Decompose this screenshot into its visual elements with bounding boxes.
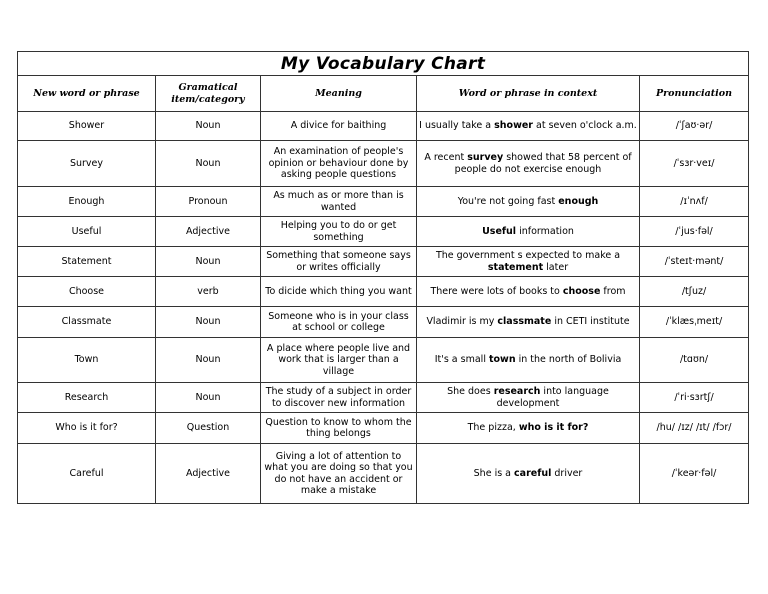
cell-meaning: Helping you to do or get something — [261, 217, 417, 247]
cell-context — [417, 247, 640, 277]
table-row — [18, 444, 749, 504]
context-text: driver — [551, 467, 583, 479]
context-keyword: survey — [467, 152, 504, 163]
context-text: I usually take a — [419, 120, 495, 132]
cell-category: Adjective — [156, 217, 261, 247]
cell-context — [417, 413, 640, 444]
cell-meaning: A place where people live and work that is larger than a village — [261, 338, 417, 383]
context-keyword: who is it for? — [518, 422, 589, 434]
chart-title: My Vocabulary Chart — [18, 52, 749, 76]
cell-meaning: Someone who is in your class at school or college — [261, 307, 417, 338]
cell-meaning: A divice for baithing — [261, 112, 417, 141]
cell-meaning: The study of a subject in order to discover new information — [261, 383, 417, 413]
header-row — [18, 76, 749, 112]
vocabulary-table — [17, 51, 749, 504]
context-text: at seven o'clock a.m. — [532, 120, 637, 132]
cell-category: Noun — [156, 383, 261, 413]
cell-pronunciation: /ˈʃaʊ·ər/ — [640, 112, 749, 141]
cell-context — [417, 187, 640, 217]
title-row — [18, 52, 749, 76]
cell-meaning: As much as or more than is wanted — [261, 187, 417, 217]
context-text: The pizza, — [467, 422, 519, 434]
cell-word: Statement — [18, 247, 156, 277]
table-row — [18, 141, 749, 187]
cell-word: Who is it for? — [18, 413, 156, 444]
cell-context — [417, 112, 640, 141]
cell-context — [417, 141, 640, 187]
context-text: later — [543, 261, 569, 273]
cell-category: Question — [156, 413, 261, 444]
context-keyword: careful — [514, 467, 552, 479]
context-text: She does — [447, 386, 494, 397]
context-keyword: choose — [562, 285, 601, 297]
cell-word: Survey — [18, 141, 156, 187]
cell-word: Choose — [18, 277, 156, 307]
cell-pronunciation: /ˈsteɪt·mənt/ — [640, 247, 749, 277]
cell-category: Noun — [156, 247, 261, 277]
table-body — [18, 112, 749, 504]
context-text: The government s expected to make a — [435, 250, 621, 261]
table-row — [18, 247, 749, 277]
table-row — [18, 187, 749, 217]
cell-word: Research — [18, 383, 156, 413]
context-text: in CETI institute — [551, 316, 630, 328]
cell-context — [417, 307, 640, 338]
table-row — [18, 307, 749, 338]
cell-pronunciation: /hu/ /ɪz/ /ɪt/ /fɔr/ — [640, 413, 749, 444]
context-keyword: research — [493, 386, 541, 397]
context-keyword: shower — [494, 120, 533, 132]
cell-pronunciation: /ˈri·sɜrtʃ/ — [640, 383, 749, 413]
context-text: from — [600, 285, 626, 297]
table-row — [18, 413, 749, 444]
cell-category: verb — [156, 277, 261, 307]
cell-word: Careful — [18, 444, 156, 504]
context-text: She is a — [473, 467, 515, 479]
cell-word: Shower — [18, 112, 156, 141]
header-meaning: Meaning — [261, 76, 417, 112]
cell-category: Noun — [156, 307, 261, 338]
cell-word: Enough — [18, 187, 156, 217]
cell-category: Pronoun — [156, 187, 261, 217]
header-context: Word or phrase in context — [417, 76, 640, 112]
cell-context — [417, 383, 640, 413]
table-row — [18, 112, 749, 141]
cell-category: Noun — [156, 112, 261, 141]
context-keyword: statement — [487, 261, 544, 273]
table-row — [18, 338, 749, 383]
context-keyword: classmate — [497, 316, 552, 328]
cell-category: Noun — [156, 141, 261, 187]
cell-pronunciation: /tʃuz/ — [640, 277, 749, 307]
header-pronunciation: Pronunciation — [640, 76, 749, 112]
context-text: in the north of Bolivia — [515, 354, 622, 366]
context-text: There were lots of books to — [430, 285, 563, 297]
table-row — [18, 277, 749, 307]
cell-pronunciation: /ˈklæsˌmeɪt/ — [640, 307, 749, 338]
cell-category: Adjective — [156, 444, 261, 504]
context-keyword: enough — [558, 195, 599, 207]
cell-pronunciation: /ˈjus·fəl/ — [640, 217, 749, 247]
cell-meaning: Question to know to whom the thing belongs — [261, 413, 417, 444]
cell-context — [417, 338, 640, 383]
cell-meaning: To dicide which thing you want — [261, 277, 417, 307]
cell-meaning: Something that someone says or writes officially — [261, 247, 417, 277]
table-row — [18, 217, 749, 247]
context-text: showed that 58 percent of people do not exercise enough — [454, 152, 632, 175]
context-text: Vladimir is my — [426, 316, 498, 328]
cell-word: Useful — [18, 217, 156, 247]
cell-pronunciation: /ˈkeər·fəl/ — [640, 444, 749, 504]
cell-context — [417, 277, 640, 307]
context-text: A recent — [424, 152, 468, 163]
table-row — [18, 383, 749, 413]
header-word: New word or phrase — [18, 76, 156, 112]
cell-pronunciation: /ˈsɜr·veɪ/ — [640, 141, 749, 187]
cell-word: Classmate — [18, 307, 156, 338]
cell-word: Town — [18, 338, 156, 383]
cell-category: Noun — [156, 338, 261, 383]
context-text: information — [516, 225, 574, 237]
context-text: It's a small — [434, 354, 489, 366]
cell-pronunciation: /tɑʊn/ — [640, 338, 749, 383]
header-category: Gramatical item/category — [156, 76, 261, 112]
cell-context — [417, 444, 640, 504]
context-keyword: Useful — [482, 225, 517, 237]
cell-pronunciation: /ɪˈnʌf/ — [640, 187, 749, 217]
cell-meaning: Giving a lot of attention to what you are doing so that you do not have an accident or make a mistake — [261, 444, 417, 504]
context-text: You're not going fast — [457, 195, 559, 207]
context-keyword: town — [488, 354, 516, 366]
cell-context — [417, 217, 640, 247]
context-text: into language development — [496, 386, 609, 409]
cell-meaning: An examination of people's opinion or behaviour done by asking people questions — [261, 141, 417, 187]
